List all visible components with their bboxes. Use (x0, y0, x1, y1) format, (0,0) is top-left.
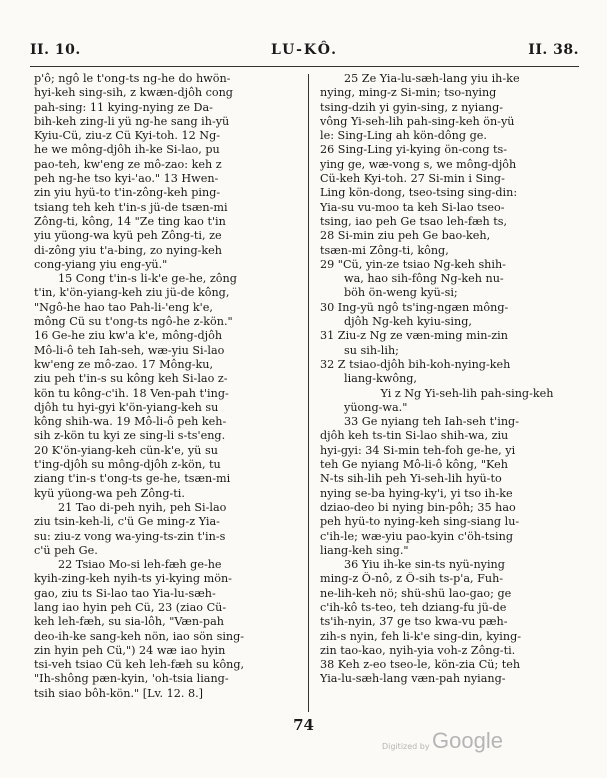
text-line: tsæn-mi Zông-ti, kông, (320, 243, 449, 257)
text-line: Mô-li-ô teh Iah-seh, wæ-yiu Si-lao (34, 343, 225, 357)
text-line: ziu peh t'in-s su kông keh Si-lao z- (34, 372, 228, 386)
text-line: "Ih-shông pæn-kyin, 'oh-tsia liang- (34, 672, 229, 686)
text-line: t'ing-djôh su mông-djôh z-kön, tu (34, 458, 221, 472)
text-line: Yia-su vu-moo ta keh Si-lao tseo- (320, 200, 505, 214)
text-line: 22 Tsiao Mo-si leh-fæh ge-he (58, 558, 222, 572)
text-line: djôh tu hyi-gyi k'ön-yiang-keh su (34, 400, 219, 414)
text-line: ziang t'in-s t'ong-ts ge-he, tsæn-mi (34, 472, 231, 486)
text-line: gao, ziu ts Si-lao tao Yia-lu-sæh- (34, 586, 216, 600)
header-chapter-right: II. 38. (528, 42, 579, 58)
watermark-prefix: Digitized by (382, 742, 430, 751)
text-line: c'ih-kô ts-teo, teh dziang-fu jü-de (320, 600, 507, 614)
text-line: bih-keh zing-li yü ng-he sang ih-yü (34, 114, 230, 128)
text-line: c'ih-le; wæ-yiu pao-kyin c'öh-tsing (320, 529, 513, 543)
text-line: keh leh-fæh, su sia-lôh, "Væn-pah (34, 615, 224, 629)
text-line: deo-ih-ke sang-keh nön, iao sön sing- (34, 629, 245, 643)
text-line: lang iao hyin peh Cü, 23 (ziao Cü- (34, 600, 227, 614)
text-line: tsing-dzih yi gyin-sing, z nyiang- (320, 100, 504, 114)
text-line: tsih siao bôh-kön." [Lv. 12. 8.] (34, 686, 204, 700)
header-chapter-left: II. 10. (30, 42, 81, 58)
text-line: liang-keh sing." (320, 543, 409, 557)
header-rule (30, 66, 579, 67)
text-line: Yia-lu-sæh-lang væn-pah nyiang- (320, 672, 506, 686)
text-line: ne-lih-keh nö; shü-shü lao-gao; ge (320, 586, 512, 600)
text-line: hyi-gyi: 34 Si-min teh-foh ge-he, yi (320, 443, 516, 457)
text-line: ying ge, wæ-vong s, we mông-djôh (320, 157, 517, 171)
column-divider (308, 74, 309, 712)
text-line: Zông-ti, kông, 14 "Ze ting kao t'in (34, 214, 226, 228)
text-line: zin yiu hyü-to t'in-zông-keh ping- (34, 186, 221, 200)
text-line: peh hyü-to nying-keh sing-siang lu- (320, 515, 520, 529)
text-line: Yi z Ng Yi-seh-lih pah-sing-keh (380, 386, 554, 400)
text-line: su: ziu-z vong wa-ying-ts-zin t'in-s (34, 529, 226, 543)
text-line: zin tao-kao, nyih-yia voh-z Zông-ti. (320, 643, 516, 657)
text-line: hyi-keh sing-sih, z kwæn-djôh cong (34, 86, 233, 100)
left-text-column (34, 72, 304, 701)
text-line: dziao-deo bi nying bin-pôh; 35 hao (320, 500, 516, 514)
text-line: pah-sing: 11 kying-nying ze Da- (34, 100, 213, 114)
text-line: pao-teh, kw'eng ze mô-zao: keh z (34, 157, 222, 171)
text-line: kön tu kông-c'ih. 18 Ven-pah t'ing- (34, 386, 229, 400)
text-line: zih-s nyin, feh li-k'e sing-din, kying- (320, 629, 522, 643)
text-line: 30 Ing-yü ngô ts'ing-ngæn mông- (320, 300, 509, 314)
text-line: djôh keh ts-tin Si-lao shih-wa, ziu (320, 429, 509, 443)
text-line: he we mông-djôh ih-ke Si-lao, pu (34, 143, 220, 157)
digitized-watermark (382, 728, 582, 758)
text-line: ming-z Ö-nô, z Ô-sih ts-p'a, Fuh- (320, 572, 504, 586)
text-line: kw'eng ze mô-zao. 17 Mông-ku, (34, 357, 214, 371)
text-line: mông Cü su t'ong-ts ngô-he z-kön." (34, 315, 233, 329)
text-line: yüong-wa." (344, 400, 408, 414)
text-line: Cü-keh Kyi-toh. 27 Si-min i Sing- (320, 172, 505, 186)
text-line: tsing, iao peh Ge tsao leh-fæh ts, (320, 214, 508, 228)
text-line: cong-yiang yiu eng-yü." (34, 257, 168, 271)
text-line: Kyiu-Cü, ziu-z Cü Kyi-toh. 12 Ng- (34, 129, 221, 143)
text-line: 21 Tao di-peh nyih, peh Si-lao (58, 500, 227, 514)
running-header (30, 42, 579, 64)
text-line: di-zông yiu t'a-bing, zo nying-keh (34, 243, 223, 257)
text-line: 20 K'ön-yiang-keh cün-k'e, yü su (34, 443, 218, 457)
text-line: zin hyin peh Cü,") 24 wæ iao hyin (34, 643, 226, 657)
header-title: LU-KÔ. (271, 42, 338, 58)
text-line: vông Yi-seh-lih pah-sing-keh ön-yü (320, 114, 515, 128)
page-number: 74 (293, 716, 314, 734)
text-line: t'in, k'ön-yiang-keh ziu jü-de kông, (34, 286, 230, 300)
text-line: su sih-lih; (344, 343, 399, 357)
text-line: teh Ge nyiang Mô-li-ô kông, "Keh (320, 458, 508, 472)
text-line: 31 Ziu-z Ng ze væn-ming min-zin (320, 329, 508, 343)
text-line: peh ng-he tso kyi-'ao." 13 Hwen- (34, 172, 219, 186)
text-line: N-ts sih-lih peh Yi-seh-lih hyü-to (320, 472, 502, 486)
text-line: djôh Ng-keh kyiu-sing, (344, 315, 472, 329)
text-line: 25 Ze Yia-lu-sæh-lang yiu ih-ke (344, 72, 520, 85)
text-line: c'ü peh Ge. (34, 543, 98, 557)
right-text-column (320, 72, 590, 687)
text-line: "Ngô-he hao tao Pah-li-'eng k'e, (34, 300, 213, 314)
text-line: 32 Z tsiao-djôh bih-koh-nying-keh (320, 357, 511, 371)
text-line: sih z-kön tu kyi ze sing-li s-ts'eng. (34, 429, 226, 443)
text-line: 15 Cong t'in-s li-k'e ge-he, zông (58, 272, 237, 286)
text-line: 26 Sing-Ling yi-kying ön-cong ts- (320, 143, 508, 157)
text-line: 28 Si-min ziu peh Ge bao-keh, (320, 229, 491, 243)
text-line: p'ô; ngô le t'ong-ts ng-he do hwön- (34, 72, 231, 85)
text-line: tsiang teh keh t'in-s jü-de tsæn-mi (34, 200, 228, 214)
text-line: Ling kön-dong, tseo-tsing sing-din: (320, 186, 518, 200)
text-line: kyü yüong-wa peh Zông-ti. (34, 486, 185, 500)
text-line: nying se-ba hying-ky'i, yi tso ih-ke (320, 486, 513, 500)
text-line: liang-kwông, (344, 372, 417, 386)
text-line: kông shih-wa. 19 Mô-li-ô peh keh- (34, 415, 227, 429)
text-line: ziu tsin-keh-li, c'ü Ge ming-z Yia- (34, 515, 220, 529)
text-line: wa, hao sih-fông Ng-keh nu- (344, 272, 504, 286)
text-line: 38 Keh z-eo tseo-le, kön-zia Cü; teh (320, 658, 521, 672)
watermark-brand: Google (432, 728, 503, 753)
text-line: 36 Yiu ih-ke sin-ts nyü-nying (344, 558, 505, 572)
text-line: 29 "Cü, yin-ze tsiao Ng-keh shih- (320, 257, 506, 271)
text-line: 33 Ge nyiang teh Iah-seh t'ing- (344, 415, 519, 429)
text-line: nying, ming-z Si-min; tso-nying (320, 86, 497, 100)
text-line: tsi-veh tsiao Cü keh leh-fæh su kông, (34, 658, 245, 672)
text-line: ts'ih-nyin, 37 ge tso kwa-vu pæh- (320, 615, 508, 629)
text-line: kyih-zing-keh nyih-ts yi-kying mön- (34, 572, 232, 586)
text-line: böh ön-weng kyü-si; (344, 286, 458, 300)
text-line: 16 Ge-he ziu kw'a k'e, mông-djôh (34, 329, 223, 343)
text-line: yiu yüong-wa kyü peh Zông-ti, ze (34, 229, 222, 243)
text-line: le: Sing-Ling ah kön-dông ge. (320, 129, 487, 143)
